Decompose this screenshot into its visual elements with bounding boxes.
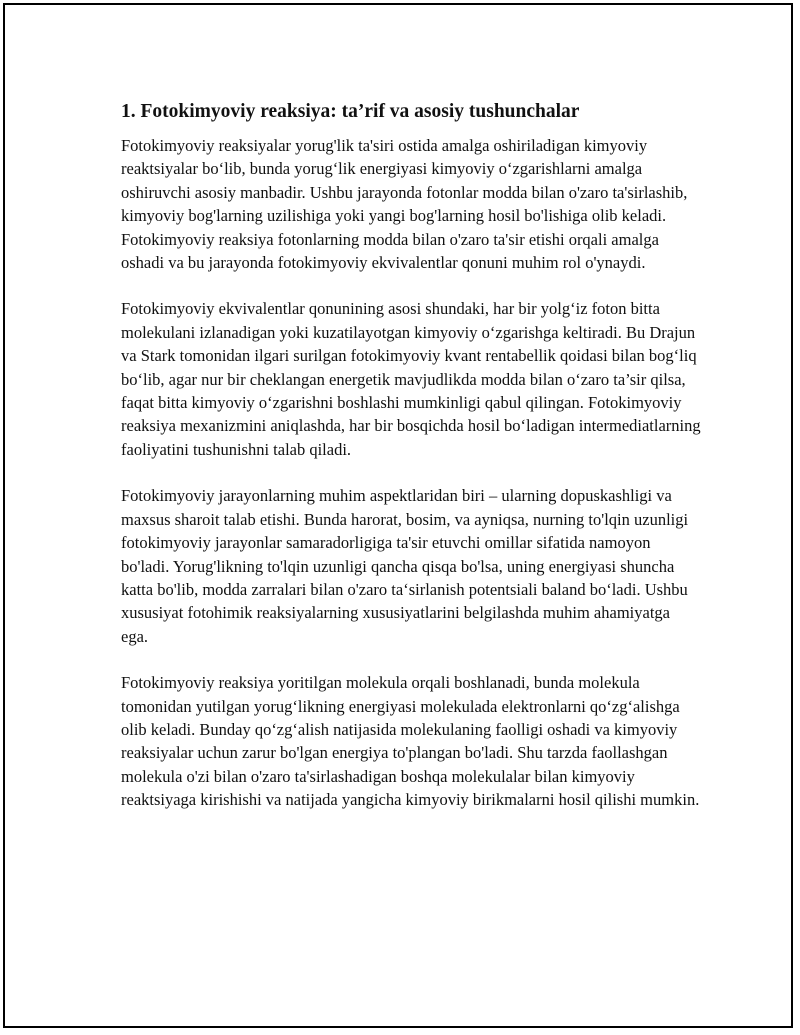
section-heading: 1. Fotokimyoviy reaksiya: ta’rif va asosiy tushunchalar xyxy=(121,101,580,122)
document-body xyxy=(121,100,701,835)
paragraph-3: Fotokimyoviy jarayonlarning muhim aspektlaridan biri – ularning dopuskashligi va maxsus sharoit talab etishi. Bunda harorat, bosim, va ayniqsa, nurning to'lqin uzunligi fotokimyoviy jarayonlar samaradorligiga ta'sir etuvchi omillar sifatida namoyon bo'ladi. Yorug'likning to'lqin uzunligi qancha qisqa bo'lsa, uning energiyasi shuncha katta bo'lib, modda zarralari bilan o'zaro ta‘sirlanish potentsiali baland bo‘ladi. Ushbu xususiyat fotohimik reaksiyalarning xususiyatlarini belgilashda muhim ahamiyatga ega. xyxy=(121,486,689,646)
paragraph-1: Fotokimyoviy reaksiyalar yorug'lik ta'siri ostida amalga oshiriladigan kimyoviy reaktsiyalar bo‘lib, bunda yorug‘lik energiyasi kimyoviy o‘zgarishlarni amalga oshiruvchi asosiy manbadir. Ushbu jarayonda fotonlar modda bilan o'zaro ta'sirlashib, kimyoviy bog'larning uzilishiga yoki yangi bog'larning hosil bo'lishiga olib keladi. Fotokimyoviy reaksiya fotonlarning modda bilan o'zaro ta'sir etishi orqali amalga oshadi va bu jarayonda fotokimyoviy ekvivalentlar qonuni muhim rol o'ynaydi. xyxy=(121,136,688,273)
paragraph-4: Fotokimyoviy reaksiya yoritilgan molekula orqali boshlanadi, bunda molekula tomonidan yutilgan yorug‘likning energiyasi molekulada elektronlarni qo‘zg‘alishga olib keladi. Bunday qo‘zg‘alish natijasida molekulaning faolligi oshadi va kimyoviy reaksiyalar uchun zarur bo'lgan energiya to'plangan bo'ladi. Shu tarzda faollashgan molekula o'zi bilan o'zaro ta'sirlashadigan boshqa molekulalar bilan kimyoviy reaktsiyaga kirishishi va natijada yangicha kimyoviy birikmalarni hosil qilishi mumkin. xyxy=(121,673,700,810)
paragraph-2: Fotokimyoviy ekvivalentlar qonunining asosi shundaki, har bir yolg‘iz foton bitta molekulani izlanadigan yoki kuzatilayotgan kimyoviy o‘zgarishga keltiradi. Bu Drajun va Stark tomonidan ilgari surilgan fotokimyoviy kvant rentabellik qoidasi bilan bog‘liq bo‘lib, agar nur bir cheklangan energetik mavjudlikda modda bilan o‘zaro ta’sir qilsa, faqat bitta kimyoviy o‘zgarishni boshlashi mumkinligi qabul qilingan. Fotokimyoviy reaksiya mexanizmini aniqlashda, har bir bosqichda hosil bo‘ladigan intermediatlarning faoliyatini tushunishni talab qiladi. xyxy=(121,299,701,459)
document-page xyxy=(3,3,793,1028)
